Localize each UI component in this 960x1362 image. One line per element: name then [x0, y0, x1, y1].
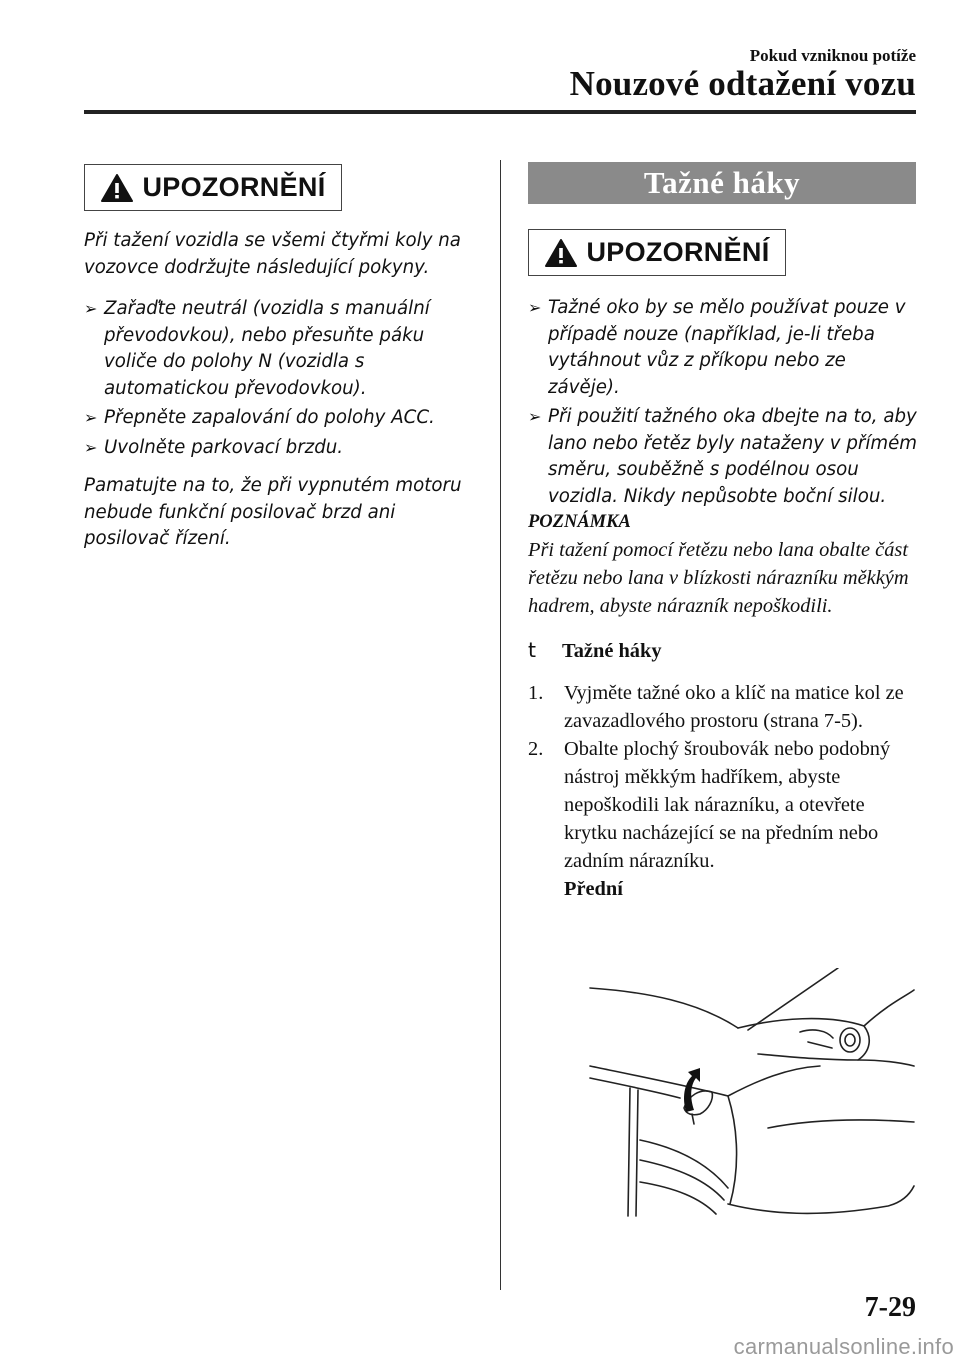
subheading-text: Tažné háky — [562, 640, 662, 662]
page-title: Nouzové odtažení vozu — [569, 64, 916, 103]
left-bullet: ➢ Zařaďte neutrál (vozidla s manuální převodovkou), nebo přesuňte páku voliče do polohy N (vozidla s automatickou převodovkou). — [84, 296, 464, 402]
left-closing: Pamatujte na to, že při vypnutém motoru nebude funkční posilovač brzd ani posilovač řízení. — [84, 475, 462, 549]
right-warning-box — [528, 229, 786, 276]
right-warning-label: UPOZORNĚNÍ — [586, 237, 770, 267]
page-number: 7-29 — [864, 1292, 916, 1323]
section-title-bar: Tažné háky — [528, 162, 916, 204]
left-warning-content — [84, 228, 464, 553]
left-warning-box — [84, 164, 342, 211]
left-bullet: ➢ Uvolněte parkovací brzdu. — [84, 435, 464, 462]
arrow-bullet-icon: ➢ — [84, 437, 98, 457]
list-item — [528, 875, 920, 903]
front-bumper-illustration — [588, 968, 916, 1220]
note-title: POZNÁMKA — [528, 512, 631, 532]
open-arrow-icon — [684, 1068, 700, 1112]
right-bullet: ➢ Při použití tažného oka dbejte na to, aby lano nebo řetěz byly nataženy v přímém směru, souběžně s podélnou osou vozidla. Nikdy nepůsobte boční silou. — [528, 404, 920, 510]
steps-list — [528, 679, 920, 903]
left-warning-label: UPOZORNĚNÍ — [142, 172, 326, 202]
header-rule — [84, 110, 916, 114]
list-item: 2. Obalte plochý šroubovák nebo podobný nástroj měkkým hadříkem, abyste nepoškodili lak nárazníku, a otevřete krytku nacházející se na předním nebo zadním nárazníku. — [528, 738, 891, 872]
column-divider — [500, 160, 501, 1290]
list-item: 1. Vyjměte tažné oko a klíč na matice kol ze zavazadlového prostoru (strana 7-5). — [528, 682, 904, 732]
subheading-marker: t — [528, 638, 536, 662]
arrow-bullet-icon: ➢ — [84, 408, 98, 427]
note-body: Při tažení pomocí řetězu nebo lana obalte část řetězu nebo lana v blízkosti nárazníku měkkým hadrem, abyste nárazník nepoškodili. — [528, 539, 909, 617]
right-bullet: ➢ Tažné oko by se mělo používat pouze v případě nouze (například, je-li třeba vytáhnout vůz z příkopu nebo ze závěje). — [528, 295, 920, 401]
subheading — [528, 636, 920, 665]
front-label: Přední — [564, 878, 623, 900]
warning-icon — [100, 173, 134, 203]
arrow-bullet-icon: ➢ — [84, 299, 98, 318]
watermark: carmanualsonline.info — [733, 1334, 954, 1359]
arrow-bullet-icon: ➢ — [528, 298, 542, 317]
left-intro: Při tažení vozidla se všemi čtyřmi koly na vozovce dodržujte následující pokyny. — [84, 230, 461, 278]
right-warning-content — [528, 292, 920, 510]
warning-icon — [544, 238, 578, 268]
arrow-bullet-icon: ➢ — [528, 407, 542, 426]
left-bullet: ➢ Přepněte zapalování do polohy ACC. — [84, 405, 464, 432]
header-section: Pokud vzniknou potíže — [749, 46, 916, 65]
note-and-steps — [528, 508, 920, 903]
